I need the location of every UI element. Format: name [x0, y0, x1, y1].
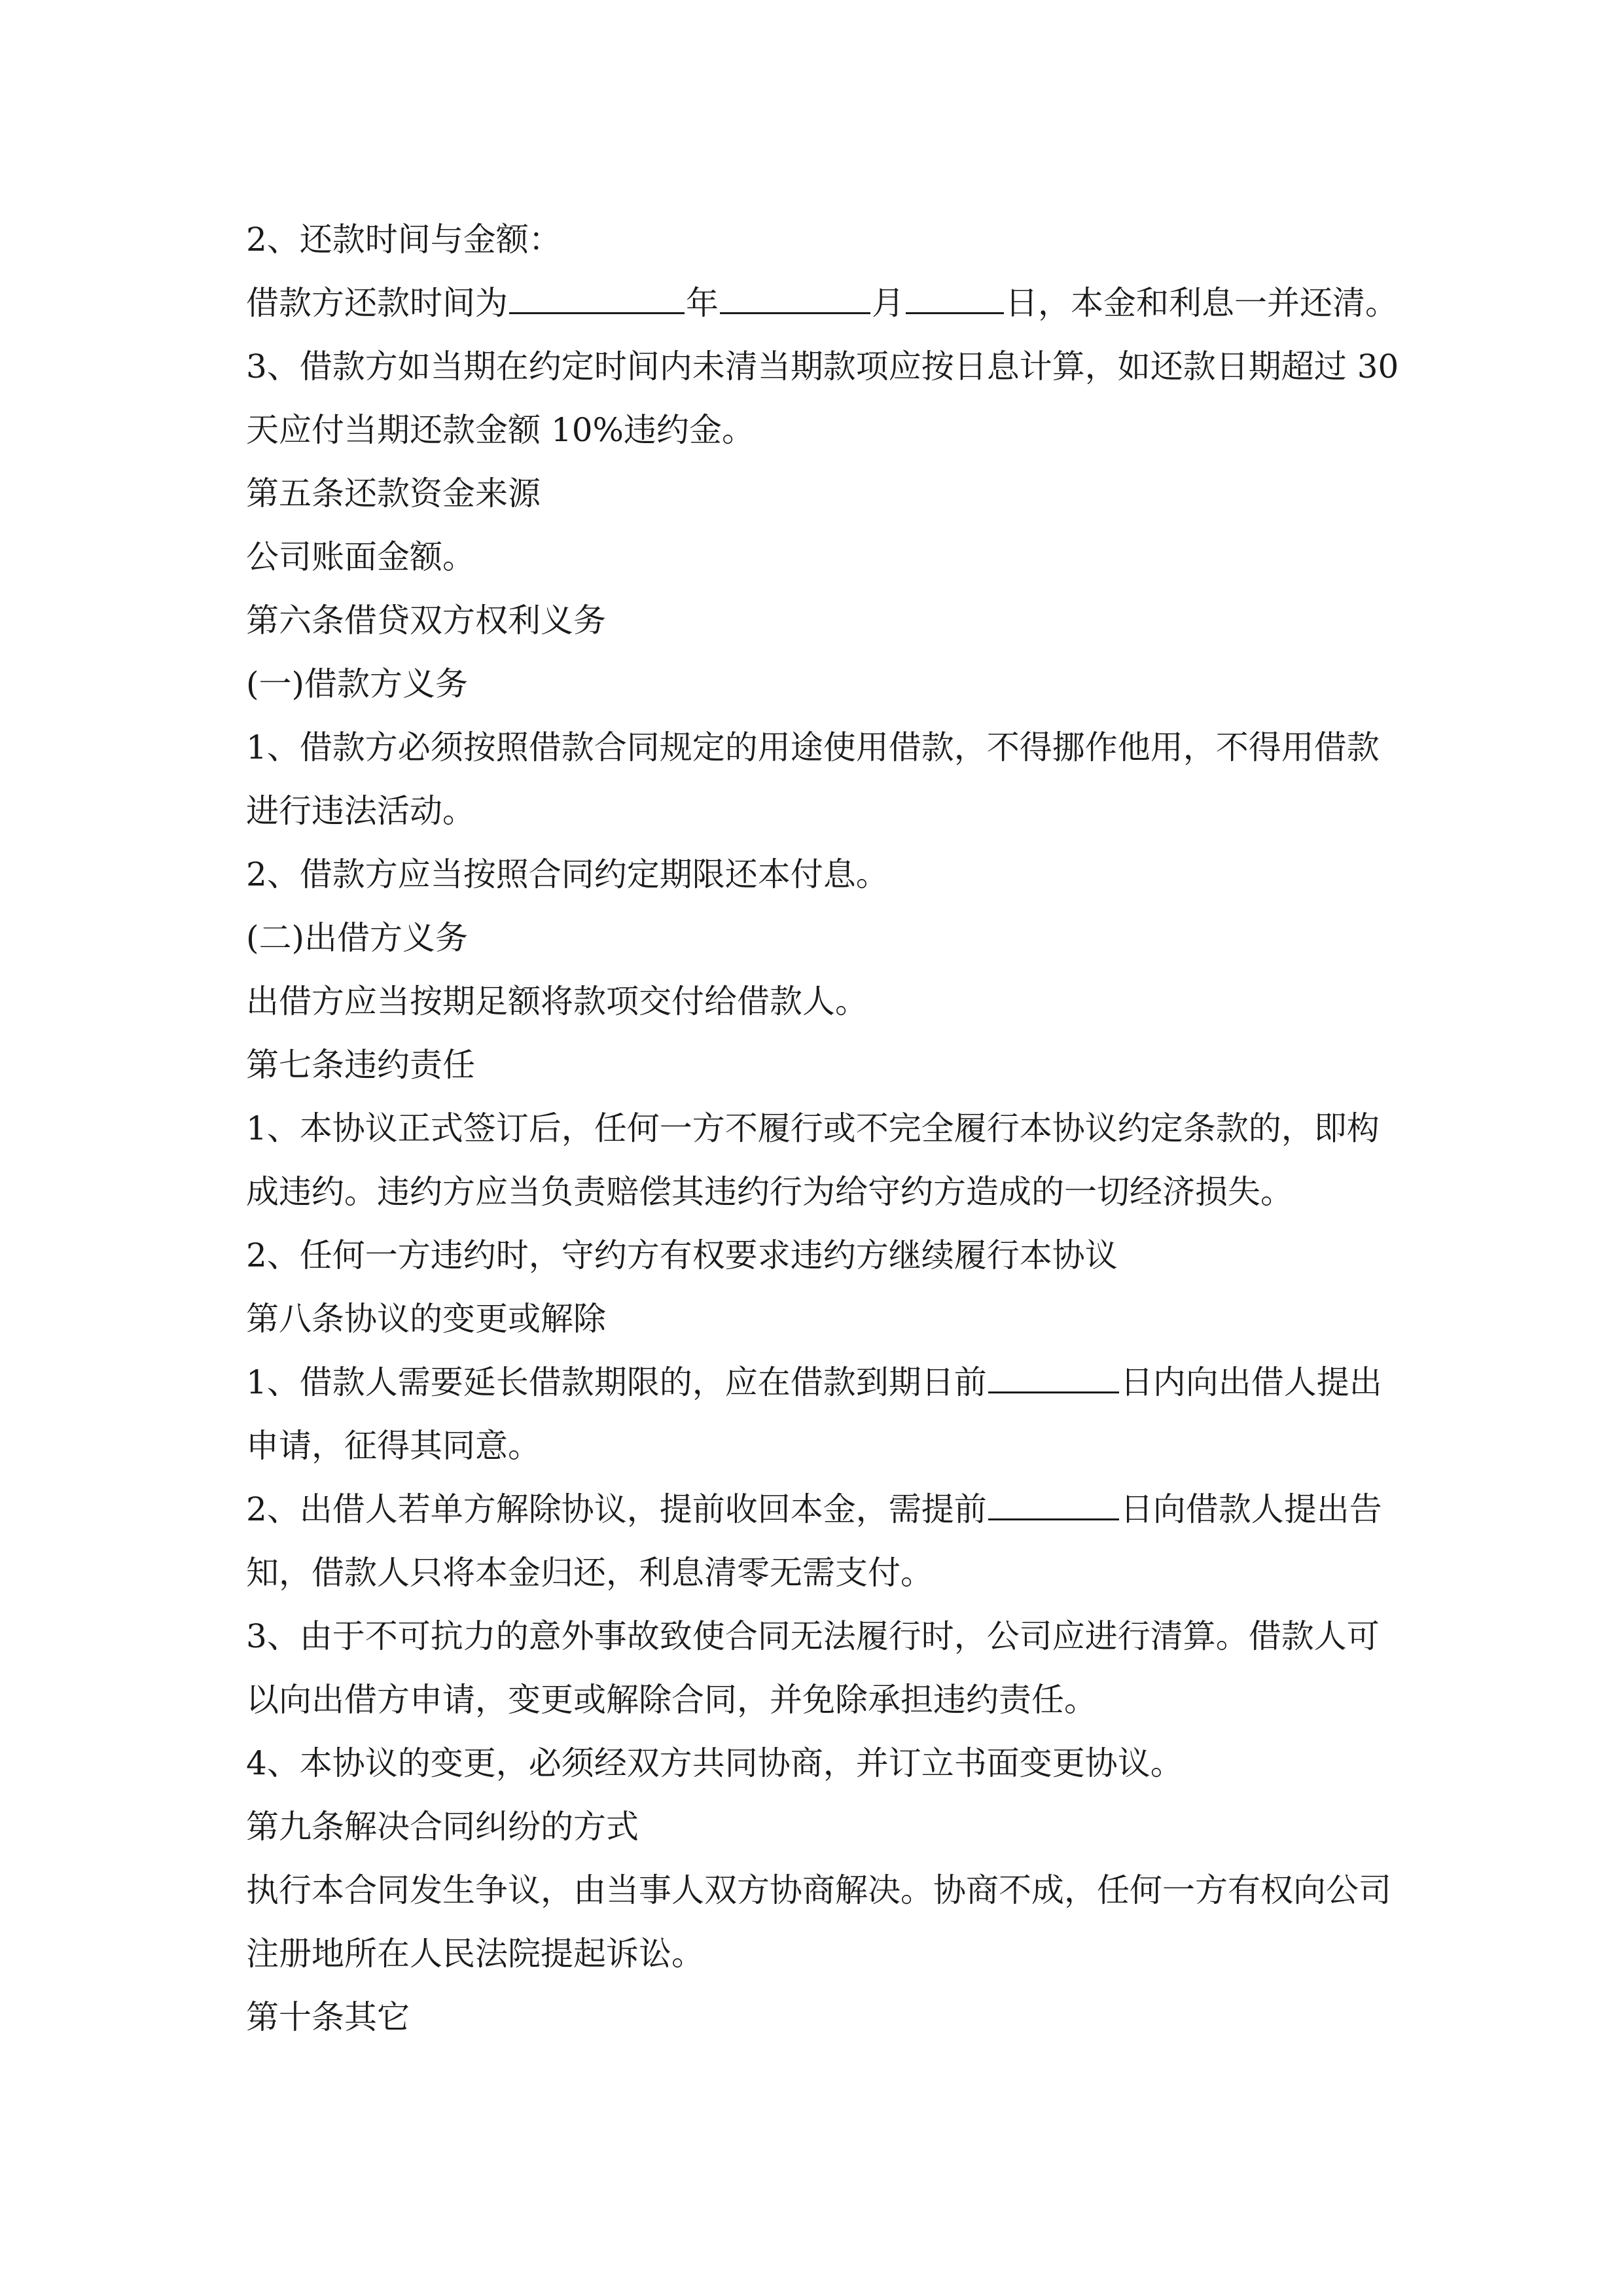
termination-notice-line: [246, 1478, 1382, 1541]
text-line: 知，借款人只将本金归还，利息清零无需支付。: [246, 1554, 933, 1592]
text-line: 公司账面金额。: [246, 538, 475, 576]
text-segment: 1、借款人需要延长借款期限的，应在借款到期日前: [246, 1363, 987, 1401]
text-segment: 日，本金和利息一并还清。: [1005, 284, 1398, 322]
section-heading: 第七条违约责任: [246, 1046, 475, 1084]
month-blank-field: [720, 272, 870, 314]
text-line: 执行本合同发生争议，由当事人双方协商解决。协商不成，任何一方有权向公司: [246, 1871, 1391, 1909]
text-line: 3、由于不可抗力的意外事故致使合同无法履行时，公司应进行清算。借款人可: [246, 1617, 1380, 1655]
text-segment: 年: [686, 284, 719, 322]
day-blank-field: [906, 272, 1004, 314]
section-heading: 第十条其它: [246, 1998, 410, 2036]
text-segment: 2、出借人若单方解除协议，提前收回本金，需提前: [246, 1490, 987, 1528]
text-line: 1、借款方必须按照借款合同规定的用途使用借款，不得挪作他用，不得用借款: [246, 728, 1380, 766]
text-segment: 借款方还款时间为: [246, 284, 508, 322]
section-heading: 第八条协议的变更或解除: [246, 1300, 606, 1338]
year-blank-field: [509, 272, 685, 314]
text-line: 申请，征得其同意。: [246, 1427, 541, 1465]
extension-request-line: [246, 1351, 1382, 1414]
text-line: 以向出借方申请，变更或解除合同，并免除承担违约责任。: [246, 1681, 1097, 1719]
repayment-date-line: [246, 272, 1398, 335]
text-line: 2、任何一方违约时，守约方有权要求违约方继续履行本协议: [246, 1236, 1118, 1274]
text-segment: 日内向出借人提出: [1120, 1363, 1382, 1401]
text-line: 天应付当期还款金额 10%违约金。: [246, 411, 755, 449]
text-segment: 日向借款人提出告: [1120, 1490, 1382, 1528]
section-heading: 第五条还款资金来源: [246, 475, 541, 512]
text-line: 2、借款方应当按照合同约定期限还本付息。: [246, 855, 889, 893]
subsection-heading: (一)借款方义务: [246, 665, 469, 703]
text-line: 成违约。违约方应当负责赔偿其违约行为给守约方造成的一切经济损失。: [246, 1173, 1293, 1211]
subsection-heading: (二)出借方义务: [246, 919, 469, 957]
days-blank-field: [988, 1351, 1119, 1393]
text-line: 3、借款方如当期在约定时间内未清当期款项应按日息计算，如还款日期超过 30: [246, 348, 1399, 386]
text-segment: 月: [872, 284, 904, 322]
text-line: 出借方应当按期足额将款项交付给借款人。: [246, 982, 868, 1020]
section-heading: 第六条借贷双方权利义务: [246, 601, 606, 639]
days-blank-field: [988, 1478, 1119, 1520]
text-line: 1、本协议正式签订后，任何一方不履行或不完全履行本协议约定条款的，即构: [246, 1109, 1380, 1147]
text-line: 注册地所在人民法院提起诉讼。: [246, 1935, 704, 1973]
text-line: 4、本协议的变更，必须经双方共同协商，并订立书面变更协议。: [246, 1744, 1183, 1782]
section-heading: 第九条解决合同纠纷的方式: [246, 1808, 639, 1846]
text-line: 进行违法活动。: [246, 792, 475, 830]
text-line: 2、还款时间与金额：: [246, 221, 562, 259]
document-body: [246, 208, 1399, 2049]
